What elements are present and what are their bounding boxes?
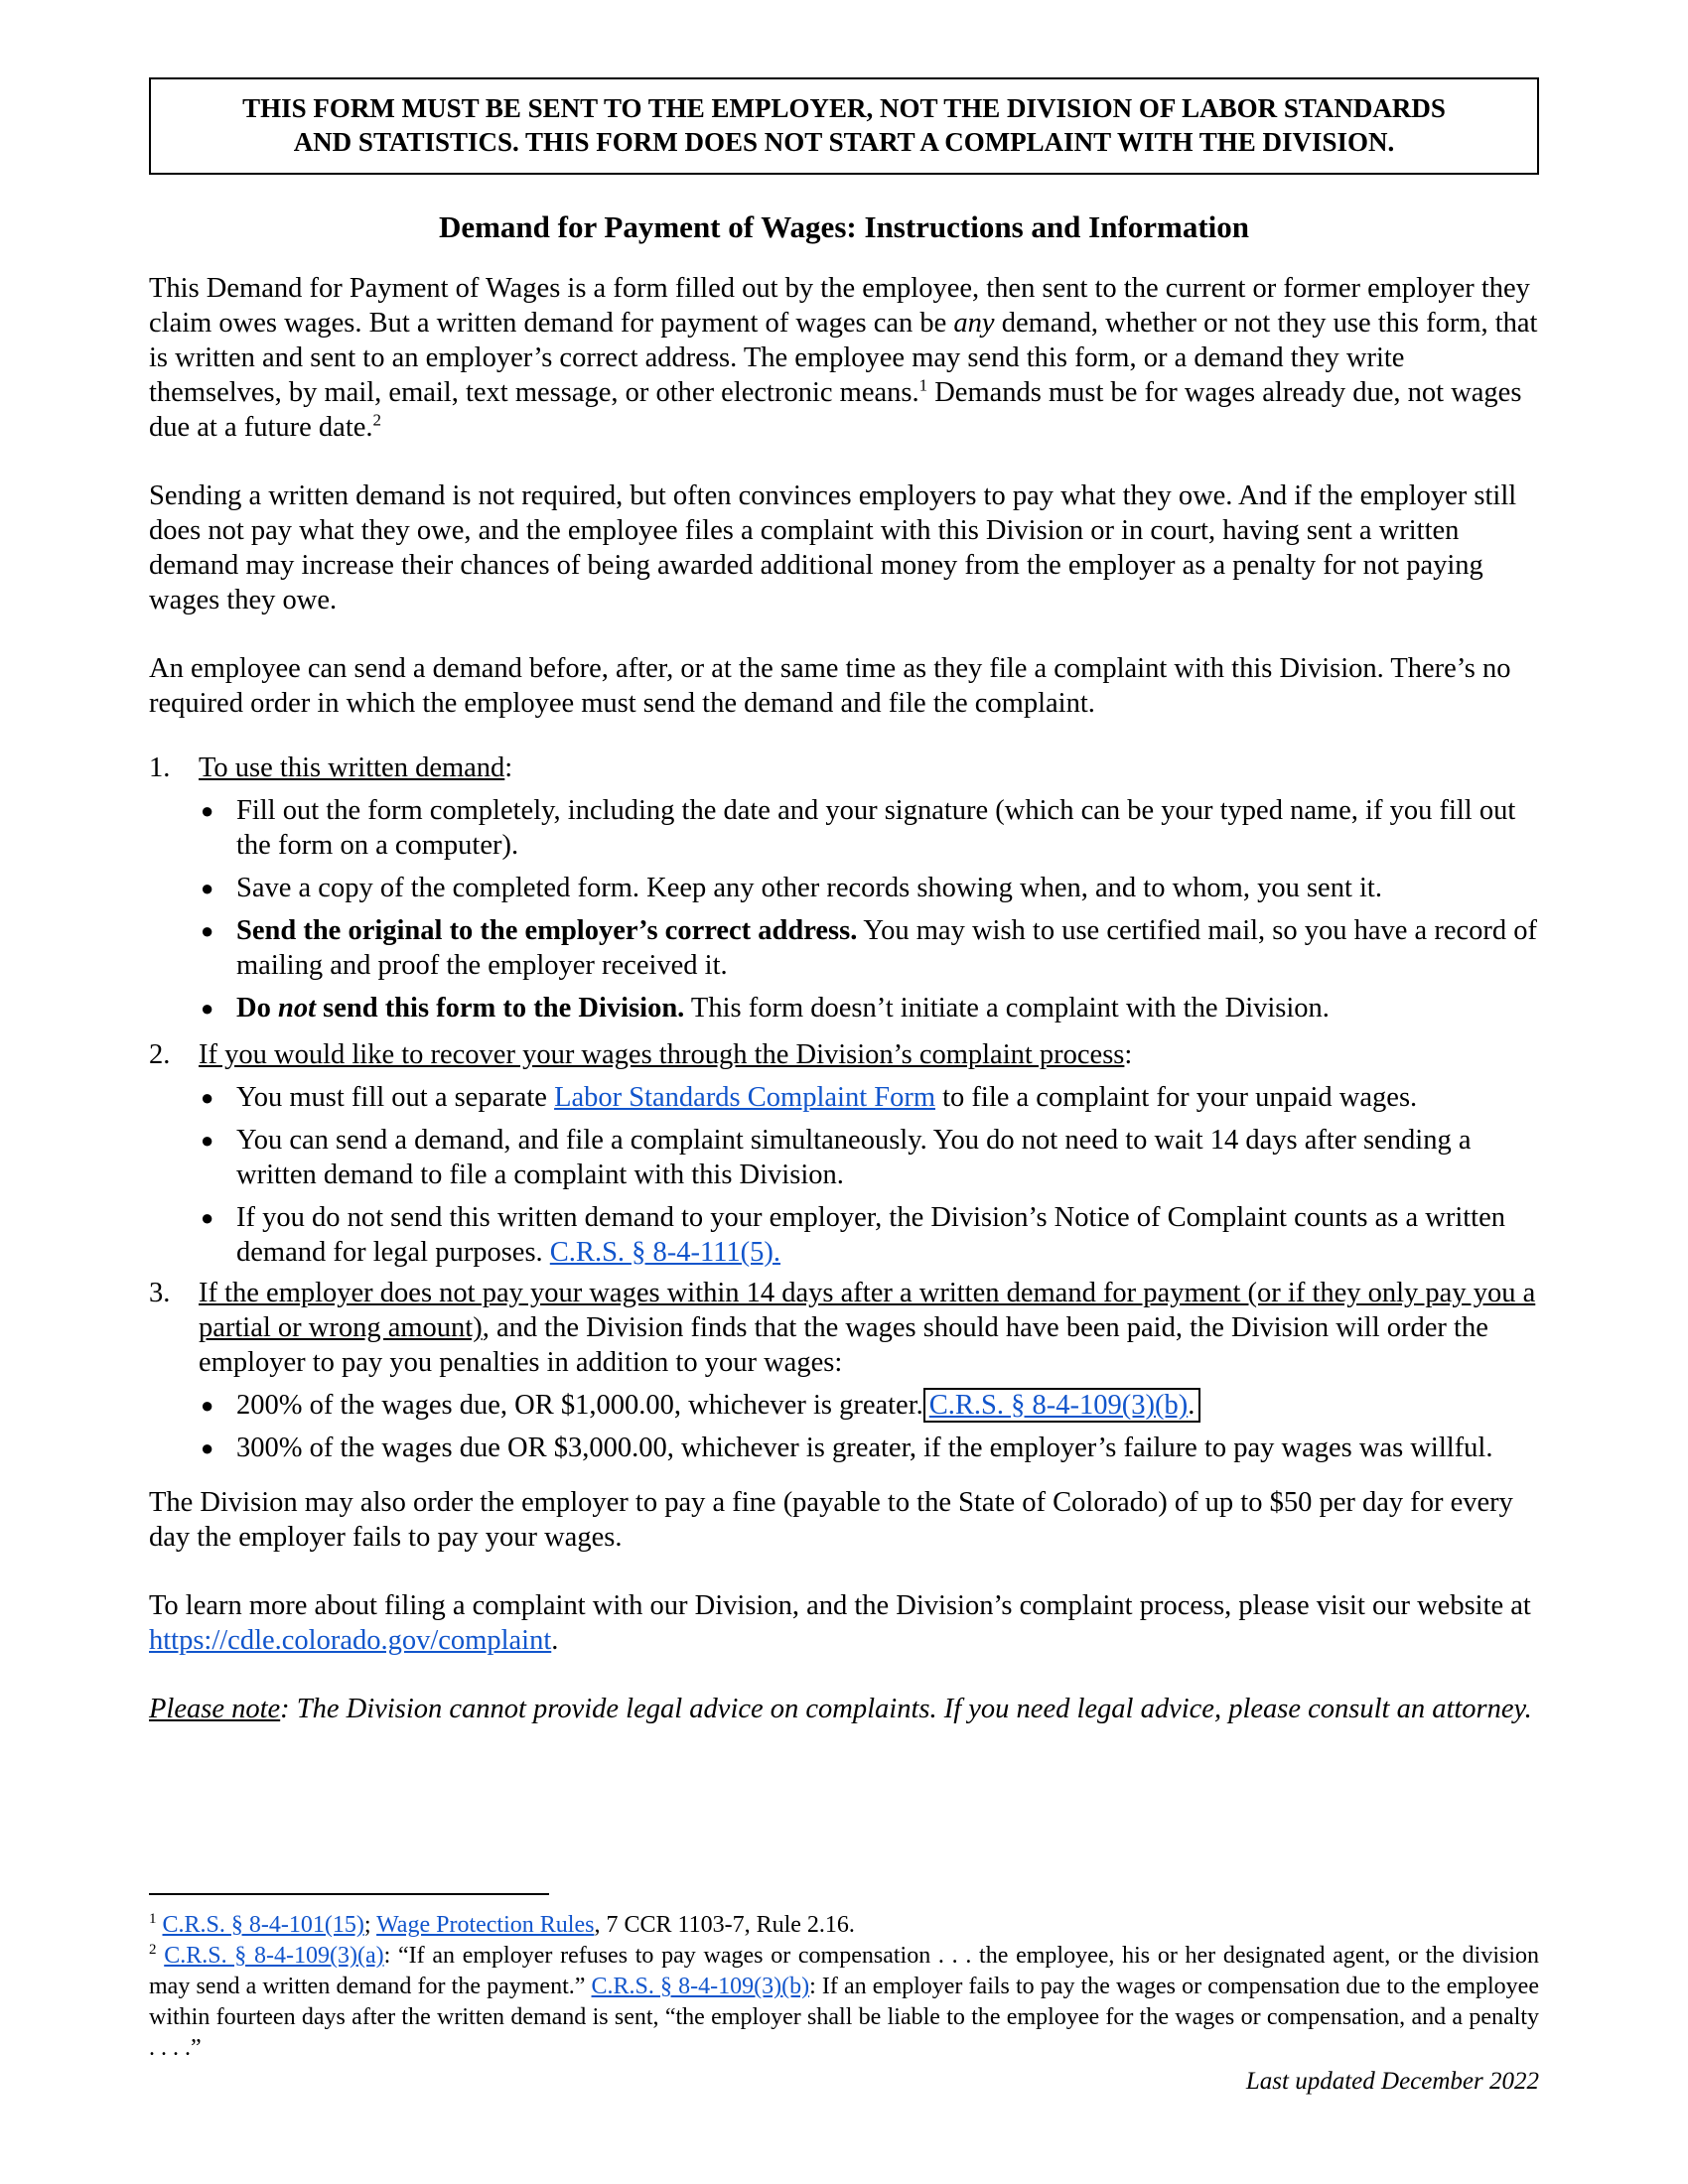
text: Demands must be for wages already due, not wages due at a future date.	[149, 377, 1522, 443]
page-title: Demand for Payment of Wages: Instructions and Information	[438, 209, 1250, 244]
bullet-icon: ●	[201, 1435, 214, 1460]
crs-8-4-111-link[interactable]: C.R.S. § 8-4-111(5).	[549, 1237, 781, 1268]
text: Save a copy of the completed form. Keep any other records showing when, and to whom, you sent it.	[236, 873, 1382, 903]
learn-more-paragraph	[149, 1588, 1539, 1658]
text: 300% of the wages due OR $3,000.00, whichever is greater, if the employer’s failure to pay wages was willful.	[236, 1433, 1493, 1463]
text: : “If an employer refuses to pay wages or compensation . . . the employee, his or her designated agent, or the division may send a written demand for the payment.”	[149, 1943, 1540, 1999]
step-3	[149, 1276, 1539, 1465]
text: , 7 CCR 1103-7, Rule 2.16.	[594, 1912, 855, 1938]
text: .	[1188, 1390, 1196, 1421]
instruction-steps	[149, 751, 1539, 1465]
bullet-list	[199, 1080, 1539, 1270]
text: : If an employer fails to pay the wages or compensation due to the employee within fourteen days after the written demand is sent, “the employer shall be liable to the employee for the wages or compensation, and a penalty . . . .”	[149, 1974, 1539, 2061]
step-heading: If you would like to recover your wages through the Division’s complaint process	[199, 1039, 1125, 1070]
crs-8-4-109-3b-footnote-link[interactable]: C.R.S. § 8-4-109(3)(b)	[591, 1974, 810, 1999]
bullet-icon: ●	[201, 1085, 214, 1110]
step-1	[149, 751, 1539, 1025]
text: 200% of the wages due, OR $1,000.00, whichever is greater.	[236, 1390, 923, 1421]
step-number: 1.	[149, 752, 171, 783]
crs-8-4-109-3a-link[interactable]: C.R.S. § 8-4-109(3)(a)	[164, 1943, 384, 1969]
footnotes	[149, 1910, 1539, 2064]
text: To learn more about filing a complaint with our Division, and the Division’s complaint process, please visit our website at	[149, 1590, 1531, 1621]
footnote-ref-2: 2	[372, 410, 382, 430]
text: demand, whether or not they use this form, that is written and sent to an employer’s correct address. The employee may send this form, or a demand they write themselves, by mail, email, text message, or other electronic means.	[149, 308, 1538, 408]
text: If you do not send this written demand to your employer, the Division’s Notice of Complaint counts as a written demand for legal purposes.	[236, 1202, 1505, 1268]
text: You may wish to use certified mail, so you have a record of mailing and proof the employer received it.	[236, 915, 1537, 981]
footnote-divider	[149, 1893, 549, 1895]
bullet-icon: ●	[201, 1205, 214, 1230]
complaint-website-link[interactable]: https://cdle.colorado.gov/complaint	[149, 1625, 552, 1656]
step-heading: If the employer does not pay your wages within 14 days after a written demand for payment (or if they only pay you a partial or wrong amount)	[199, 1278, 1536, 1343]
intro-paragraph-3: An employee can send a demand before, after, or at the same time as they file a complaint with this Division. There’s no required order in which the employee must send the demand and file the complaint.	[149, 653, 1511, 719]
step-heading: To use this written demand	[199, 752, 505, 783]
bullet-list	[199, 1388, 1539, 1465]
text: You can send a demand, and file a complaint simultaneously. You do not need to wait 14 days after sending a written demand to file a complaint with this Division.	[236, 1125, 1472, 1190]
step-number: 3.	[149, 1278, 171, 1308]
notice-line-2: AND STATISTICS. THIS FORM DOES NOT START A COMPLAINT WITH THE DIVISION.	[293, 127, 1395, 157]
bold-text: Send the original to the employer’s correct address.	[236, 915, 858, 946]
intro-paragraph-1	[149, 271, 1539, 445]
note-label: Please note	[149, 1694, 281, 1724]
bullet-icon: ●	[201, 1128, 214, 1153]
last-updated: Last updated December 2022	[1245, 2068, 1539, 2095]
bold-italic-text: not	[277, 993, 316, 1024]
text: :	[1124, 1039, 1133, 1070]
footnote-number: 1	[149, 1911, 157, 1927]
bullet-icon: ●	[201, 996, 214, 1021]
bullet-list	[199, 793, 1539, 1025]
footnote-2	[149, 1941, 1539, 2064]
list-item	[199, 1200, 1539, 1270]
text: : The Division cannot provide legal advice on complaints. If you need legal advice, please consult an attorney.	[280, 1694, 1532, 1724]
page-body	[149, 77, 1539, 1726]
step-2	[149, 1037, 1539, 1270]
footnote-number: 2	[149, 1942, 157, 1958]
bold-text: send this form to the Division.	[316, 993, 685, 1024]
text: This Demand for Payment of Wages is a form filled out by the employee, then sent to the current or former employer they claim owes wages. But a written demand for payment of wages can be	[149, 273, 1530, 339]
bullet-icon: ●	[201, 918, 214, 943]
text: .	[551, 1625, 559, 1656]
text: Fill out the form completely, including the date and your signature (which can be your typed name, if you fill out the form on a computer).	[236, 795, 1516, 861]
step-number: 2.	[149, 1039, 171, 1070]
list-item	[199, 1080, 1539, 1115]
list-item	[199, 1388, 1539, 1423]
wage-protection-rules-link[interactable]: Wage Protection Rules	[376, 1912, 595, 1938]
list-item	[199, 1431, 1539, 1465]
legal-advice-note	[149, 1692, 1539, 1726]
list-item	[199, 913, 1539, 983]
bullet-icon: ●	[201, 798, 214, 823]
list-item	[199, 1123, 1539, 1192]
list-item	[199, 991, 1539, 1025]
text: :	[504, 752, 513, 783]
bullet-icon: ●	[201, 1393, 214, 1418]
text: ;	[363, 1912, 377, 1938]
list-item	[199, 871, 1539, 905]
text: You must fill out a separate	[236, 1082, 555, 1113]
fine-paragraph: The Division may also order the employer to pay a fine (payable to the State of Colorado) of up to $50 per day for every day the employer fails to pay your wages.	[149, 1487, 1513, 1553]
text: This form doesn’t initiate a complaint with the Division.	[684, 993, 1330, 1024]
crs-8-4-101-link[interactable]: C.R.S. § 8-4-101(15)	[162, 1912, 364, 1938]
text: to file a complaint for your unpaid wages.	[935, 1082, 1418, 1113]
complaint-form-link[interactable]: Labor Standards Complaint Form	[554, 1082, 935, 1113]
bold-text: Do	[236, 993, 278, 1024]
text: , and the Division finds that the wages should have been paid, the Division will order the employer to pay you penalties in addition to your wages:	[199, 1312, 1488, 1378]
footnote-ref-1: 1	[918, 375, 928, 395]
bullet-icon: ●	[201, 876, 214, 900]
warning-notice-box	[149, 77, 1539, 175]
intro-paragraph-2: Sending a written demand is not required, but often convinces employers to pay what they owe. And if the employer still does not pay what they owe, and the employee files a complaint with this Division or in court, having sent a written demand may increase their chances of being awarded additional money from the employer as a penalty for not paying wages they owe.	[149, 480, 1517, 615]
list-item	[199, 793, 1539, 863]
crs-8-4-109-3b-link[interactable]: C.R.S. § 8-4-109(3)(b)	[928, 1390, 1189, 1421]
emphasis-any: any	[953, 308, 995, 339]
footnote-1	[149, 1910, 1539, 1941]
highlighted-citation	[923, 1388, 1201, 1423]
notice-line-1: THIS FORM MUST BE SENT TO THE EMPLOYER, NOT THE DIVISION OF LABOR STANDARDS	[242, 93, 1446, 123]
